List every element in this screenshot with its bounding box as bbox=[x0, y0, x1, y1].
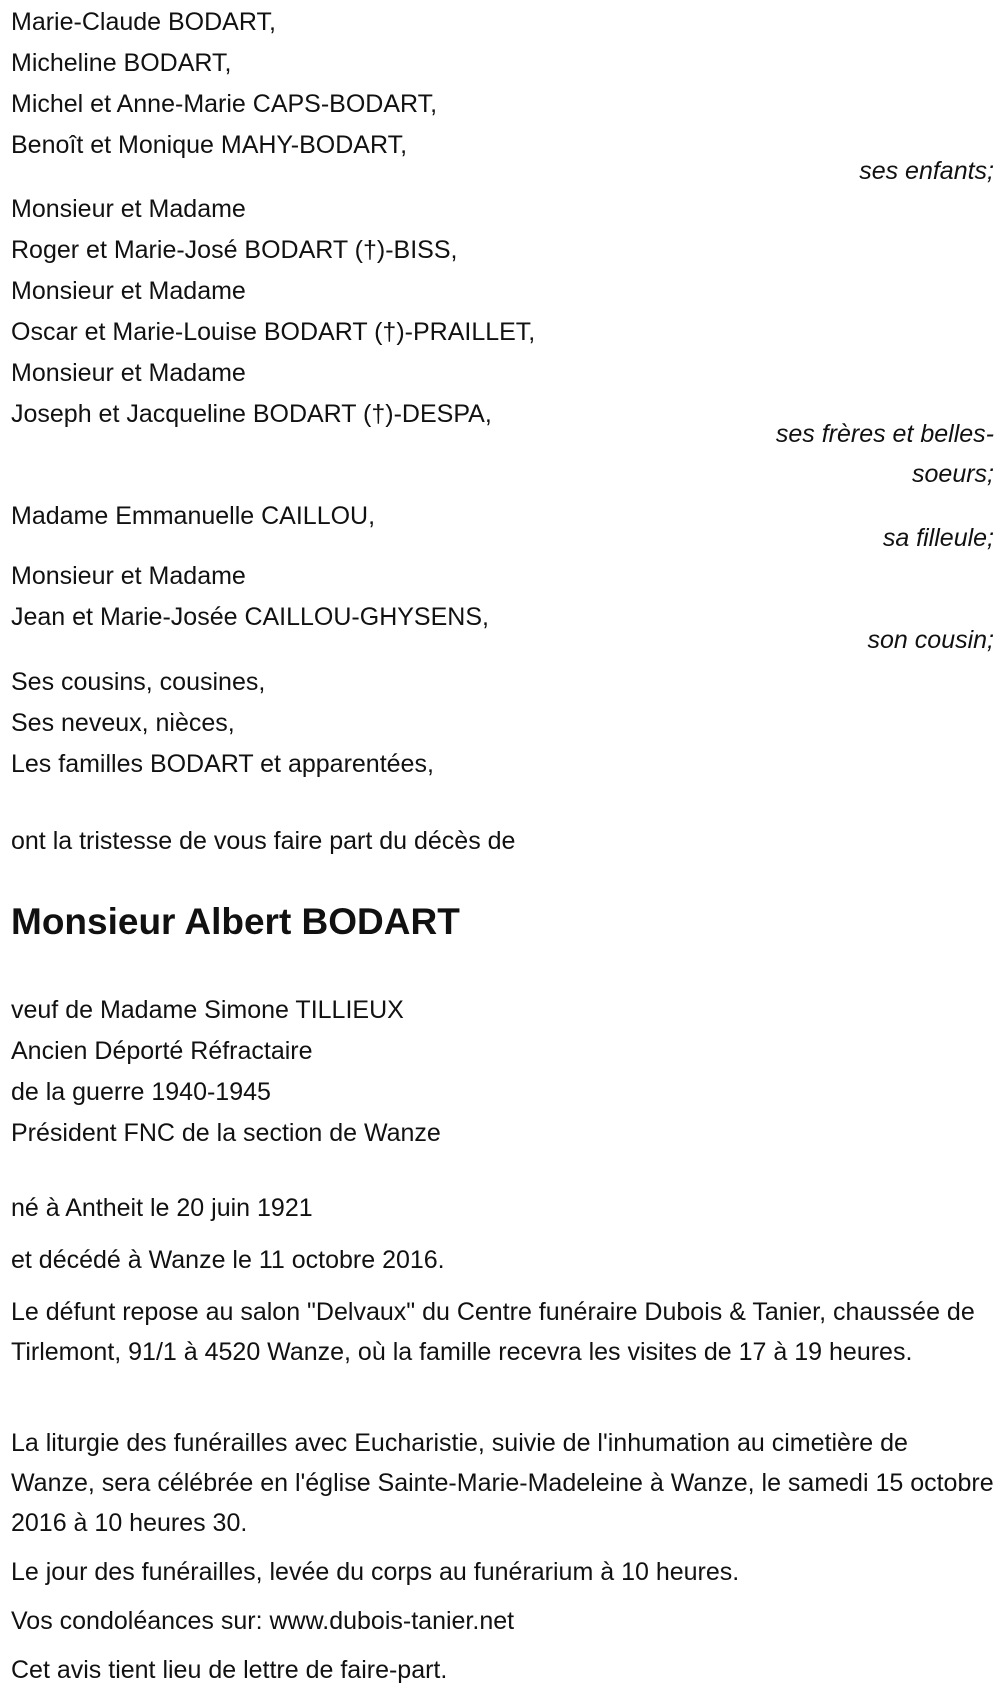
relative-line: Ses neveux, nièces, bbox=[11, 709, 235, 737]
sibling-line: Joseph et Jacqueline BODART (†)-DESPA, bbox=[11, 400, 492, 428]
title-line: Ancien Déporté Réfractaire bbox=[11, 1037, 313, 1065]
sibling-line: Monsieur et Madame bbox=[11, 195, 246, 223]
child-name: Benoît et Monique MAHY-BODART, bbox=[11, 131, 408, 159]
child-name: Micheline BODART, bbox=[11, 49, 232, 77]
title-line: veuf de Madame Simone TILLIEUX bbox=[11, 996, 404, 1024]
sibling-line: Monsieur et Madame bbox=[11, 277, 246, 305]
siblings-list bbox=[11, 189, 535, 435]
child-name: Michel et Anne-Marie CAPS-BODART, bbox=[11, 90, 438, 118]
goddaughter-name: Madame Emmanuelle CAILLOU, bbox=[11, 502, 376, 530]
cousin-list bbox=[11, 556, 489, 638]
sibling-line: Monsieur et Madame bbox=[11, 359, 246, 387]
child-name: Marie-Claude BODART, bbox=[11, 8, 276, 36]
sibling-line: Roger et Marie-José BODART (†)-BISS, bbox=[11, 236, 458, 264]
other-relatives bbox=[11, 662, 434, 785]
procession-paragraph: Le jour des funérailles, levée du corps au funérarium à 10 heures. bbox=[11, 1558, 740, 1586]
relation-line: soeurs; bbox=[912, 460, 994, 488]
relative-line: Les familles BODART et apparentées, bbox=[11, 750, 434, 778]
deceased-titles bbox=[11, 990, 441, 1154]
children-relation: ses enfants; bbox=[859, 157, 994, 185]
title-line: Président FNC de la section de Wanze bbox=[11, 1119, 441, 1147]
title-line: de la guerre 1940-1945 bbox=[11, 1078, 271, 1106]
funeral-paragraph: La liturgie des funérailles avec Eucharistie, suivie de l'inhumation au cimetière de Wanze, sera célébrée en l'église Sainte-Marie-Madeleine à Wanze, le samedi 15 octobre 2016 à 10 heures 30. bbox=[11, 1429, 994, 1537]
notice-paragraph: Cet avis tient lieu de lettre de faire-part. bbox=[11, 1656, 448, 1684]
relation-line: ses frères et belles- bbox=[775, 420, 994, 448]
condolences-paragraph: Vos condoléances sur: www.dubois-tanier.net bbox=[11, 1607, 515, 1635]
death-info: et décédé à Wanze le 11 octobre 2016. bbox=[11, 1246, 445, 1274]
announcement: ont la tristesse de vous faire part du décès de bbox=[11, 827, 516, 855]
goddaughter-list bbox=[11, 496, 375, 537]
deceased-name: Monsieur Albert BODART bbox=[11, 901, 460, 942]
sibling-line: Oscar et Marie-Louise BODART (†)-PRAILLET, bbox=[11, 318, 536, 346]
relative-line: Ses cousins, cousines, bbox=[11, 668, 266, 696]
cousin-line: Monsieur et Madame bbox=[11, 562, 246, 590]
visitation-paragraph: Le défunt repose au salon "Delvaux" du Centre funéraire Dubois & Tanier, chaussée de Tirlemont, 91/1 à 4520 Wanze, où la famille recevra les visites de 17 à 19 heures. bbox=[11, 1298, 975, 1366]
goddaughter-relation: sa filleule; bbox=[882, 524, 994, 552]
siblings-relation bbox=[776, 414, 994, 494]
children-list bbox=[11, 2, 437, 166]
cousin-line: Jean et Marie-Josée CAILLOU-GHYSENS, bbox=[11, 603, 489, 631]
birth-info: né à Antheit le 20 juin 1921 bbox=[11, 1194, 313, 1222]
cousin-relation: son cousin; bbox=[867, 626, 994, 654]
